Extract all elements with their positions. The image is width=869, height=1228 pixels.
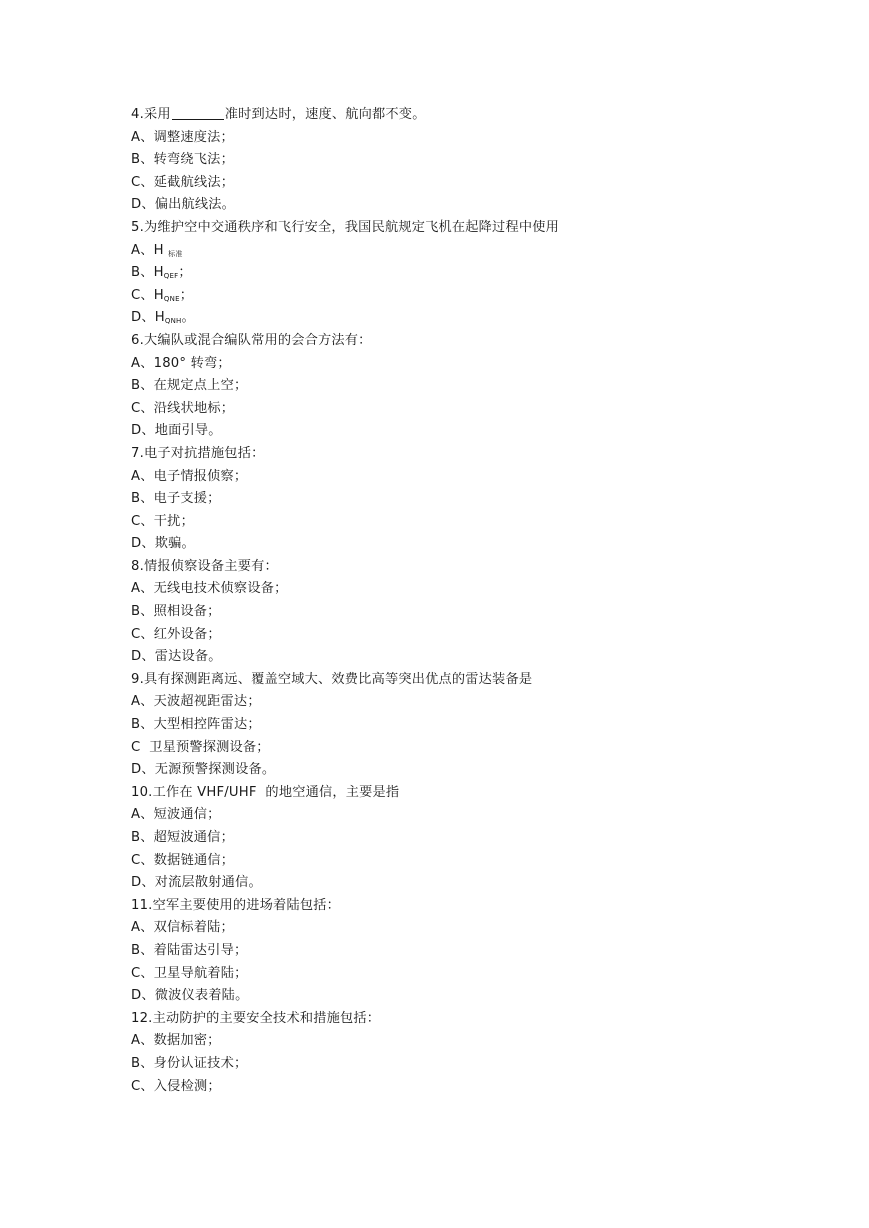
answer-option: B、电子支援；	[131, 491, 221, 507]
question-list	[131, 104, 751, 1098]
answer-option: D、对流层散射通信。	[131, 875, 262, 891]
question-stem: 5.为维护空中交通秩序和飞行安全，我国民航规定飞机在起降过程中使用	[131, 219, 559, 235]
stem-text: 4.采用	[131, 107, 171, 122]
question-stem: 6.大编队或混合编队常用的会合方法有：	[131, 332, 372, 348]
answer-option: A、180° 转弯；	[131, 355, 231, 371]
answer-option: B、身份认证技术；	[131, 1055, 248, 1071]
answer-option: B、转弯绕飞法；	[131, 152, 234, 168]
answer-option: B、在规定点上空；	[131, 378, 248, 394]
answer-option: C、卫星导航着陆；	[131, 965, 248, 981]
subscript: 标准	[168, 249, 183, 258]
answer-option: A、无线电技术侦察设备；	[131, 581, 288, 597]
subscript: QNE	[163, 294, 180, 303]
answer-option: C、入侵检测；	[131, 1078, 221, 1094]
answer-option: D、雷达设备。	[131, 649, 222, 665]
answer-option: D、欺骗。	[131, 536, 195, 552]
subscript: QNH	[164, 317, 182, 326]
answer-option: D、地面引导。	[131, 423, 222, 439]
answer-option: D、无源预警探测设备。	[131, 762, 276, 778]
answer-option: A、双信标着陆；	[131, 920, 234, 936]
answer-option: A、调整速度法；	[131, 129, 234, 145]
answer-option: A、天波超视距雷达；	[131, 694, 261, 710]
answer-option: B、照相设备；	[131, 604, 221, 620]
answer-option: C、干扰；	[131, 513, 194, 529]
answer-option: C、红外设备；	[131, 626, 221, 642]
answer-option: A、电子情报侦察；	[131, 468, 248, 484]
answer-option: A、H $_{标准}$	[131, 242, 183, 258]
answer-option: B、大型相控阵雷达；	[131, 717, 261, 733]
answer-option: D、偏出航线法。	[131, 197, 236, 213]
answer-option: C、$H_{QNE}$；	[131, 287, 194, 303]
question-stem: 8.情报侦察设备主要有：	[131, 558, 278, 574]
answer-option: D、$H_{QNH}$。	[131, 310, 195, 326]
answer-option: D、微波仪表着陆。	[131, 988, 249, 1004]
question-stem: 10.工作在 VHF/UHF 的地空通信，主要是指	[131, 784, 400, 800]
fill-in-blank	[172, 105, 224, 120]
question-stem: 12.主动防护的主要安全技术和措施包括：	[131, 1010, 381, 1026]
subscript: QEF	[163, 272, 179, 281]
answer-option: C 卫星预警探测设备；	[131, 739, 270, 755]
answer-option: B、超短波通信；	[131, 830, 234, 845]
answer-option: B、着陆雷达引导；	[131, 942, 248, 958]
answer-option: C、数据链通信；	[131, 852, 235, 868]
answer-option: A、短波通信；	[131, 807, 221, 823]
question-stem	[131, 104, 751, 127]
question-stem: 7.电子对抗措施包括：	[131, 445, 265, 461]
question-stem: 11.空军主要使用的进场着陆包括：	[131, 897, 340, 913]
answer-option: C、沿线状地标；	[131, 400, 235, 416]
answer-option: C、延截航线法；	[131, 174, 235, 190]
stem-text: 准时到达时，速度、航向都不变。	[224, 107, 426, 122]
answer-option: B、$H_{QEF}$；	[131, 265, 192, 281]
answer-option: A、数据加密；	[131, 1033, 221, 1049]
question-stem: 9.具有探测距离远、覆盖空域大、效费比高等突出优点的雷达装备是	[131, 671, 533, 687]
